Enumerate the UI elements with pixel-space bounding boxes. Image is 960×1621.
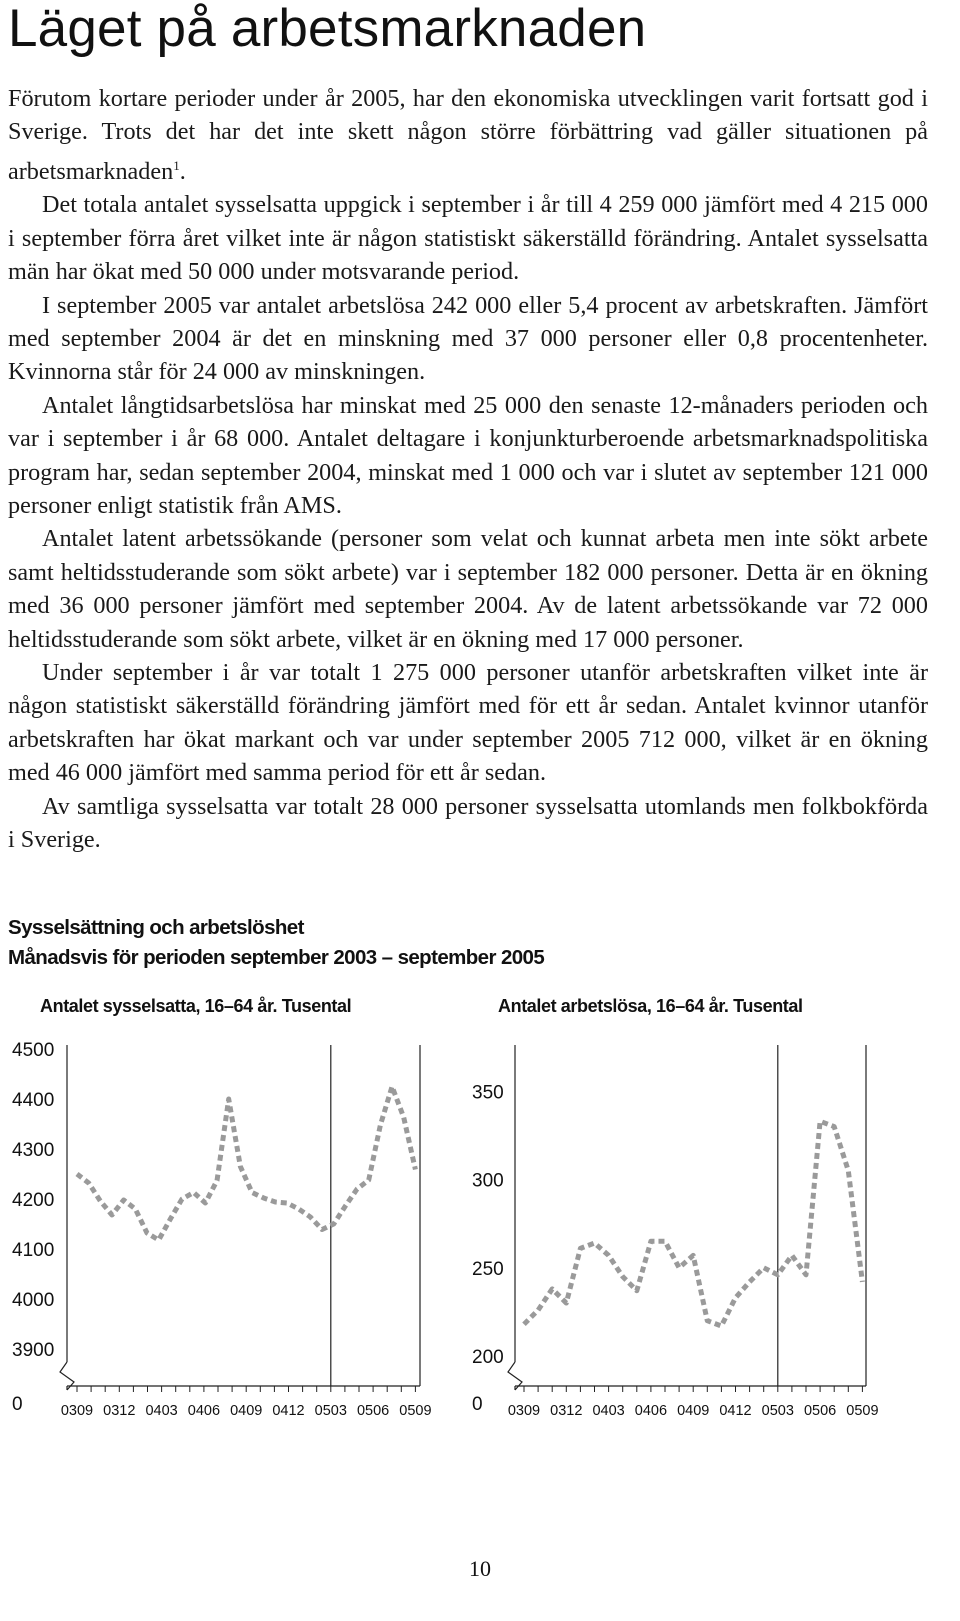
series-line xyxy=(524,1121,862,1326)
x-tick-label: 0406 xyxy=(187,1403,221,1419)
x-tick-label: 0403 xyxy=(592,1403,625,1419)
x-tick-label: 0312 xyxy=(550,1403,583,1419)
x-tick-label: 0406 xyxy=(634,1403,668,1419)
x-tick-label: 0509 xyxy=(399,1403,432,1419)
paragraph: Antalet långtidsarbetslösa har minskat med 25 000 den senaste 12-månaders perioden och var i september i år 68 000. Antalet deltagare i konjunkturberoende arbetsmarknadspolitiska program har, sedan september 2004, minskat med 1 000 och var i slutet av september 121 000 personer enligt statistik från AMS. xyxy=(8,391,928,519)
paragraph-text: Förutom kortare perioder under år 2005, har den ekonomiska utvecklingen varit fortsatt god i Sverige. Trots det har det inte skett någon större förbättring vad gäller situationen på arbetsmarknaden xyxy=(8,85,928,185)
y-tick-label: 0 xyxy=(472,1394,483,1415)
y-tick-label: 4500 xyxy=(12,1040,55,1061)
y-tick-label: 300 xyxy=(472,1170,504,1192)
y-tick-label: 4300 xyxy=(12,1140,55,1161)
x-tick-label: 0503 xyxy=(314,1403,347,1419)
x-tick-label: 0309 xyxy=(507,1403,541,1419)
x-tick-label: 0509 xyxy=(846,1403,879,1419)
x-tick-label: 0506 xyxy=(803,1403,837,1419)
x-tick-label: 0409 xyxy=(230,1403,263,1419)
x-tick-label: 0309 xyxy=(60,1403,94,1419)
x-tick-label: 0412 xyxy=(719,1403,752,1419)
y-tick-label: 0 xyxy=(12,1394,23,1415)
chart-title-employed: Antalet sysselsatta, 16–64 år. Tusental xyxy=(40,996,352,1016)
x-tick-label: 0409 xyxy=(677,1403,710,1419)
footnote-marker: 1 xyxy=(173,157,180,173)
y-tick-label: 3900 xyxy=(12,1340,55,1361)
figure-subtitle: Månadsvis för perioden september 2003 – september 2005 xyxy=(8,946,545,969)
figure-title: Sysselsättning och arbetslöshet xyxy=(8,916,304,939)
y-tick-label: 4200 xyxy=(12,1190,55,1211)
x-tick-label: 0312 xyxy=(103,1403,136,1419)
y-tick-label: 4000 xyxy=(12,1290,55,1311)
x-tick-label: 0503 xyxy=(761,1403,794,1419)
paragraph: Antalet latent arbetssökande (personer som velat och kunnat arbeta men inte sökt arbete samt heltidsstuderande som sökt arbete) var i september 182 000 personer. Detta är en ökning med 36 000 personer jämfört med september 2004. Av de latent arbetssökande var 72 000 heltidsstuderande som sökt arbete, vilket är en ökning med 17 000 personer. xyxy=(8,525,928,653)
y-tick-label: 4400 xyxy=(12,1090,55,1111)
x-tick-label: 0506 xyxy=(356,1403,390,1419)
paragraph: Av samtliga sysselsatta var totalt 28 000 personer sysselsatta utomlands men folkbokförda i Sverige. xyxy=(8,792,928,853)
x-tick-label: 0412 xyxy=(272,1403,305,1419)
y-tick-label: 350 xyxy=(472,1082,504,1104)
paragraph: Det totala antalet sysselsatta uppgick i september i år till 4 259 000 jämfört med 4 215 000 i september förra året vilket inte är någon statistiskt säkerställd förändring. Antalet sysselsatta män har ökat med 50 000 under motsvarande period. xyxy=(8,191,928,286)
page-number: 10 xyxy=(469,1556,491,1581)
x-tick-label: 0403 xyxy=(145,1403,178,1419)
y-tick-label: 200 xyxy=(472,1347,504,1368)
y-tick-label: 4100 xyxy=(12,1240,55,1261)
page-title: Läget på arbetsmarknaden xyxy=(8,0,647,58)
y-tick-label: 250 xyxy=(472,1258,504,1280)
paragraph: I september 2005 var antalet arbetslösa 242 000 eller 5,4 procent av arbetskraften. Jämfört med september 2004 är det en minskning med 37 000 personer eller 0,8 procentenheter. Kvinnorna står för 24 000 av minskningen. xyxy=(8,291,928,386)
chart-title-unemployed: Antalet arbetslösa, 16–64 år. Tusental xyxy=(498,996,803,1016)
paragraph-end: . xyxy=(179,157,186,185)
paragraph: Under september i år var totalt 1 275 000 personer utanför arbetskraften vilket inte är någon statistiskt säkerställd förändring jämfört med för ett år sedan. Antalet kvinnor utanför arbetskraften har ökat markant och var under september 2005 712 000, vilket är en ökning med 46 000 jämfört med samma period för ett år sedan. xyxy=(8,658,928,787)
